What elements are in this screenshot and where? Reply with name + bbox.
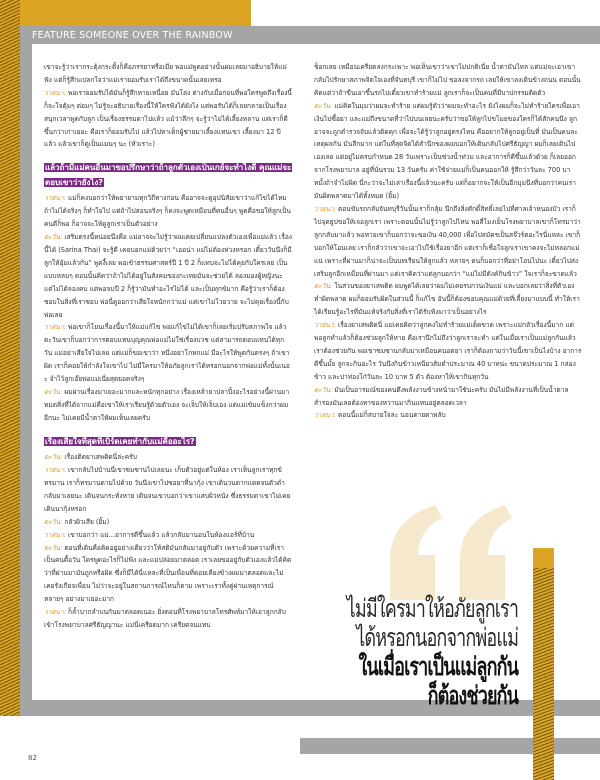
- paragraph: วาสนา: เรื่องยาเสพติดนี่ แม่เคยคิดว่าลูกคงไม่ทำร้ายแม่เด็ดขาด เพราะแม่กลัวเรื่องนี้มาก แต่พอลูกทำแล้วก็ต้องช่วยลูกให้หาย คือเรานึกไม่ถึงว่าลูกเราจะทำ แต่ในเมื่อเราเป็นแม่ลูกกันแล้วเราต้องช่วยกัน พอเขาซมซานกลับมาเหมือนคนอดยา เราก็ต้องถามว่าวันนี้เขาเป็นไงบ้าง อาการดีขึ้นมั้ย ลูกจะกินอะไร วันนึงกินข้าวเหนียวส้มตำประมาณ 40 บาทน่ะ ขนาดประมาณ 1 กล่องข้าว และปาท่องโก๋วันละ 10 บาท 5 ตัว ต้องหาให้เขากินทุกวัน: [314, 321, 582, 381]
- speaker-label: วาสนา:: [44, 323, 66, 332]
- paragraph: ตะวัน: ในส่วนของยาเสพติด ผมพูดได้เลยว่าผมไม่เคยรบกวนเงินแม่ และบอกเลยว่าสิ่งที่ตัวเองทำผิดพลาด ผมก็ยอมรับผิดในส่วนนี้ ก็แก้ไข อันนี้ก็ต้องขอบคุณแม่ด้วยที่เลี้ยงมาแบบนี้ ทำให้เราได้เรียนรู้อะไรที่มันแท้จริงกับสิ่งที่เราได้รับฟังมาว่าเป็นอย่างไร: [314, 282, 580, 317]
- speaker-label: วาสนา:: [44, 530, 66, 539]
- paragraph: เขาจะรู้ว่าเรากระตุ้งกระติ้งก็คือภรรยาหรือเมีย พอแม่พูดอย่างนั้นผมเลยมาอธิบายให้แม่ฟัง แต่ก็รู้สึกแปลกใจว่าแม่เรายอมรับเราได้ถึงขนาดนั้นเลยเหรอ: [44, 63, 287, 84]
- right-gold-bar: [533, 548, 554, 780]
- paragraph: ตะวัน: มันเป็นอารมณ์ของคนดึงพลังงานข้างหน้ามาใช้น่ะครับ มันไม่มีพลังงานที่เป็นน้ำตาลสำรองมันเลยต้องหาของหวานมากินแทนอยู่ตลอดเวลา: [314, 385, 569, 407]
- paragraph: ตะวัน: ผมผ่านเรื่องมาเยอะมากและหนักทุกอย่าง เรื่องเหล้ายาปลาปิ้งอะไรอย่างนี้ผ่านมาหมดสิ่งที่ได้จากแม่คือเขาให้เราเรียนรู้ด้วยตัวเอง จะเจ็บให้เจ็บเอง แต่แม่เข้มแข็งกว่าผมอีกนะ ไม่เคยมีน้ำตาให้ผมเห็นเลยครับ: [44, 387, 290, 422]
- pull-quote-line: ไม่มีใครมาให้อภัยลูกเรา: [346, 594, 518, 623]
- paragraph: ตะวัน: ตอนที่เดินคือคิดอยู่อย่างเดียวว่าให้สติมันกลับมาอยู่กับตัว เพราะด้วยความที่เราเป็นคนดื้อวัน ใครพูดอะไรก็ไม่ฟัง และแม่ปล่อยมาตลอด เราเลยขออยู่กับตัวเองแล้วได้คิดว่าที่ผ่านมามันถูกหรือผิด ซึ่งก็มีได้นี่แหละที่เป็นเพื่อนที่คอยเคียงข้างผมมาตลอดและไม่เคยรังเกียจเพื่อน ไม่ว่าจะอยู่ในสถานการณ์ไหนก็ตาม เพราะเราทั้งคู่ผ่านเหตุการณ์หลายๆ อย่างมาเยอะมาก: [44, 543, 292, 604]
- paragraph: ตะวัน: แม่คิดในมุมว่าผมจะทำร้าย แต่ผมรู้ตัวว่าผมจะทำอะไร ยังไงผมก็จะไม่ทำร้ายใครเพื่อเอาเงินไปซื้อยา และแม่ถึงขนาดที่ว่าไปบนเลยนะครับว่าขอให้ลูกไปขโมยของใครก็ได้สักคนนึง ลูกอาจจะถูกตำรวจจับแล้วติดคุก เพื่อจะได้รู้ว่าลูกอยู่ตรงไหน คืออยากให้ลูกอยู่เป็นที่ มันเป็นคนละเหตุผลกัน มันลึกมาก แต่ในที่สุดจิตได้สำนึกของผมบอกให้เดินกลับไปศรีธัญญา ผมก็เลยเดินไปเองเลย แต่อยู่ไม่ครบกำหนด 28 วันเพราะเป็นช่วงน้ำท่วม และอาการก็ดีขึ้นแล้วด้วย ก็เลยออกจากโรงพยาบาล อยู่ที่นั่นรวม 13 วันครับ ค่าใช้จ่ายแม่ก็เป็นคนออกให้ รู้สึกว่าวันละ 700 บาทมั้งถ้าจำไม่ผิด นี่กะว่าจะไม่เล่าเรื่องนี้แล้วนะครับ แต่ก็อยากจะให้เป็นอีกมุมนึงที่บอกว่าคนเรามันผิดพลาดมาได้ทั้งหมด (ยิ้ม): [314, 101, 580, 201]
- speaker-label: ตะวัน:: [44, 543, 63, 552]
- speaker-label: วาสนา:: [314, 204, 336, 213]
- paragraph: วาสนา: เขาบอกว่า แม่...อาการดีขึ้นแล้ว แล้วกลับมานอนในห้องแอร์ที่บ้าน: [44, 530, 255, 539]
- paragraph: ตะวัน: เรื่องติดยาเสพติดนี่ล่ะครับ: [44, 453, 137, 462]
- speaker-label: ตะวัน:: [314, 385, 333, 394]
- speaker-label: วาสนา:: [44, 466, 66, 475]
- section-header-label: FEATURE SOMEONE OVER THE RAINBOW: [32, 30, 233, 41]
- top-gold-block: [20, 0, 251, 26]
- paragraph: วาสนา: แม่ก็คงบอกว่าให้พยายามทุกวิถีทางก่อน คืออาจจะดูอุปนิสัยเขาว่าแก้ไขได้ไหม ถ้าไม่ได้จริงๆ ก็ทำใจไป แต่ถ้าไปสอนจริงๆ ก็คงจะพูดเหมือนที่คนอื่นๆ พูดคือขอให้ลูกเป็นคนดีก็พอ ก็อาจจะให้ดูลูกเราเป็นตัวอย่าง: [44, 194, 291, 229]
- speaker-label: วาสนา:: [314, 321, 336, 330]
- paragraph: วาสนา: เขากลับไปบ้านนี่เขาซมซานไปเลยนะ เก็บตัวอยู่แต่ในห้อง เราเห็นลูกเราทุกข์ทรมาน เราก็ทรมานตามไปด้วย วันนึงเขาไปซอยาที่นากุ้ง เขาเดินวนตากแดดจนตัวดำกลับมาเลยนะ เดินจนกระทั่งหาย เดินจนเขาบอกว่าเขาแสบผิวหนัง ซึ่งธรรมดาเขาไม่เคยเดินนากุ้งหรอก: [44, 466, 291, 513]
- pull-quote-line: ได้หรอกนอกจากพ่อแม่: [356, 623, 518, 652]
- speaker-label: ตะวัน:: [44, 387, 63, 396]
- speaker-label: ตะวัน:: [44, 233, 63, 242]
- question-heading: เรื่องเสียใจที่สุดที่เบิร์ดเคยทำกับแม่คืออะไร?: [45, 436, 195, 446]
- speaker-label: วาสนา:: [44, 608, 66, 617]
- speaker-label: ตะวัน:: [44, 453, 63, 462]
- paragraph: วาสนา: ตอนขับรถกลับจันทบุรีวันนั้นเราก็กลุ้ม นึกถึงสิ่งศักดิ์สิทธิ์เลยไปที่ศาลเจ้าหนองบัว เราก็ไปจุดธูปขอให้เจอลูกเรา เพราะตอนนั้นไม่รู้ว่าลูกไปไหน พอสี่โมงเย็นโรงพยาบาลเขาก็โทรมาว่าลูกกลับมาแล้ว พอหายเขาก็บอกว่าจะขอเงิน 40,000 เพื่อไปสมัครเป็นสจ๊วร์ตอะไรนี่แหละ เขาก็บอกให้โอนเลย เราก็กลัวว่าเขาจะเอาไปใช้เรื่องยาอีก แต่เราก็เชื่อใจลูกเราเขาคงจะไม่หลอกแม่แน่ เพราะที่ผ่านมาก็น่าจะเป็นบทเรียนให้ลูกแล้ว หลายๆ คนก็บอกว่าที่อย่าโอนไปนะ เดี๋ยวไปส่งเสริมลูกอีกเหมือนที่ผ่านมา แต่เราคิดว่าแต่ลูกบอกว่า “แม่ไม่มีตังค์กินข้าว” ใจเราก็จะขาดแล้ว: [314, 204, 581, 278]
- left-decorative-stripe: [0, 0, 20, 716]
- paragraph: วาสนา: ตอนนี้แม่ก็สบายใจละ นอนตายตาหลับ: [314, 411, 446, 420]
- paragraph: ช็อกเลย เหมือนเครียดลงกระเพาะ พอเห็นเขาว่าเขาไม่ปกติเนี่ย น้ำตามันไหล แต่แม่จะเอาเขากลับไปรักษาสภาพจิตใจเองที่จันทบุรี เขาก็ไม่ไป ขอลงจากรถ เลยให้เขาลงเดินข้างถนน ตอนนั้นคิดแต่ว่าถ้าขืนเอาขึ้นรถไปเดี๋ยวเขาทำร้ายแม่ ลูกเราก็จะเป็นคนที่มีบาปกรรมติดตัว: [314, 63, 581, 97]
- speaker-label: วาสนา:: [314, 411, 336, 420]
- speaker-label: ตะวัน:: [44, 517, 63, 526]
- page-number: 82: [28, 754, 37, 762]
- paragraph: ตะวัน: กลัวผิวเสีย (ยิ้ม): [44, 517, 110, 526]
- bottom-gray-band: [300, 738, 600, 754]
- quotation-mark-icon: [380, 500, 550, 600]
- pull-quote-line: ก็ต้องช่วยกัน: [427, 681, 518, 710]
- speaker-label: วาสนา:: [44, 194, 66, 203]
- question-heading: แล้วถ้ามีแม่คนอื่นมาขอปรึกษาว่าถ้าลูกตัวเองเป็นเกย์จะทำไงดี คุณแม่จะตอบเขาว่ายังไง?: [45, 163, 292, 187]
- left-text-column: [44, 61, 292, 632]
- paragraph: วาสนา: พอเรายอมรับได้มันก็รู้สึกหายเหนื่อย มันโล่ง ต่างกับเมื่อก่อนที่พอใครพูดถึงเรื่องนี้ก็จะใจตุ้มๆ ต่อมๆ ไม่รู้จะอธิบายเรื่องนี้ให้ใครฟังได้ยังไง แต่พอรับได้ก็เลยกลายเป็นเรื่องสนุกเวลาพูดกับลูก เป็นเรื่องธรรมดาไปแล้ว แม้ว่าลึกๆ จะรู้ว่าไม่ได้เลี้ยงหลาน แต่เราก็ดีขึ้นกว่าเก่าเยอะ คือเราก็ยอมรับไป แล้วไปหาเด็กผู้ชายมาเลี้ยงแทนเขา เลี้ยงมา 12 ปีแล้ว แล้วเขาก็ดูเป็นแมนๆ นะ (หัวเราะ): [44, 88, 292, 149]
- speaker-label: ตะวัน:: [314, 282, 333, 291]
- paragraph: วาสนา: พ่อเขาก็โยนเรื่องนี้มาให้แม่แก้ไข พอแก้ไขไม่ได้เขาก็เลยเริ่มปรับสภาพใจ แล้วตะวันเขาก็บอกว่าการตอบแทนบุญคุณพ่อแม่ไม่ใช่เรื่องบวช แต่สามารถตอบแทนได้ทุกวัน แม่อย่าเสียใจไปเลย แต่แม่ก็ขอเขาว่า หนึ่งอย่าโกหกแม่ มีอะไรให้พูดกันตรงๆ ถ้าเขาผิด เราก็คอยให้กำลังใจเขาไป ไม่มีใครมาให้อภัยลูกเราได้หรอกนอกจากพ่อแม่ทั้งนั้นเนอะ จำไว้ลูกเอ๊ยพ่อแม่เนี่ยสุดยอดจริงๆ: [44, 323, 290, 384]
- pull-quote-line: ในเมื่อเราเป็นแม่ลูกกัน: [358, 652, 518, 681]
- speaker-label: วาสนา:: [44, 88, 66, 97]
- speaker-label: ตะวัน:: [314, 101, 333, 110]
- right-gold-bar-cap: [533, 548, 554, 568]
- pull-quote: [280, 594, 518, 710]
- paragraph: วาสนา: ก็ล้ำบากลำบนกันมาตลอดเนอะ ยิ่งตอนที่โรงพยาบาลโทรศัพท์มาให้เอาลูกกลับเข้าโรงพยาบาลศรีธัญญานะ แม่นี่เครียดมาก เครียดจนแทบ: [44, 608, 286, 629]
- right-text-column: [314, 61, 582, 422]
- paragraph: ตะวัน: เสริมตรงนี้หน่อยนึงคือ แม่อาจจะไม่รู้ว่าผมเคยเปลี่ยนแปลงตัวเองเพื่อแม่แล้ว เรื่องนี้ได้ (Sarina Thai) จะรู้ดี เคยบอกแม่ด้วยว่า “เออน่า แม่ไม่ต้องห่วงหรอก เดี๋ยววันนึงก็มีลูกให้อุ้มแล้วกัน” พูดงี้เลย พอเข้าธรรมศาสตร์ปี 1 ปี 2 ก็แทบจะไม่ได้คุยกับใครเลย เป็นแบบหลบๆ ตอนนั้นคิดว่าถ้าไม่ได้อยู่ในสังคมของกะเทยมันจะช่วยได้ ลองมองผู้หญิงนะ แต่ไม่ได้ลองคบ แต่พอจบปี 2 ก็รู้ว่ามันทำอะไรไม่ได้ และเป็นทุกข์มาก คือรู้ว่าเราก็ต้องชอบในสิ่งที่เราชอบ พ่อนี่ดูออกว่าเสียใจหนักกว่าแม่ แต่เขาไม่โวยวาย จะไม่คุยเรื่องนี้กับพ่อเลย: [44, 233, 293, 319]
